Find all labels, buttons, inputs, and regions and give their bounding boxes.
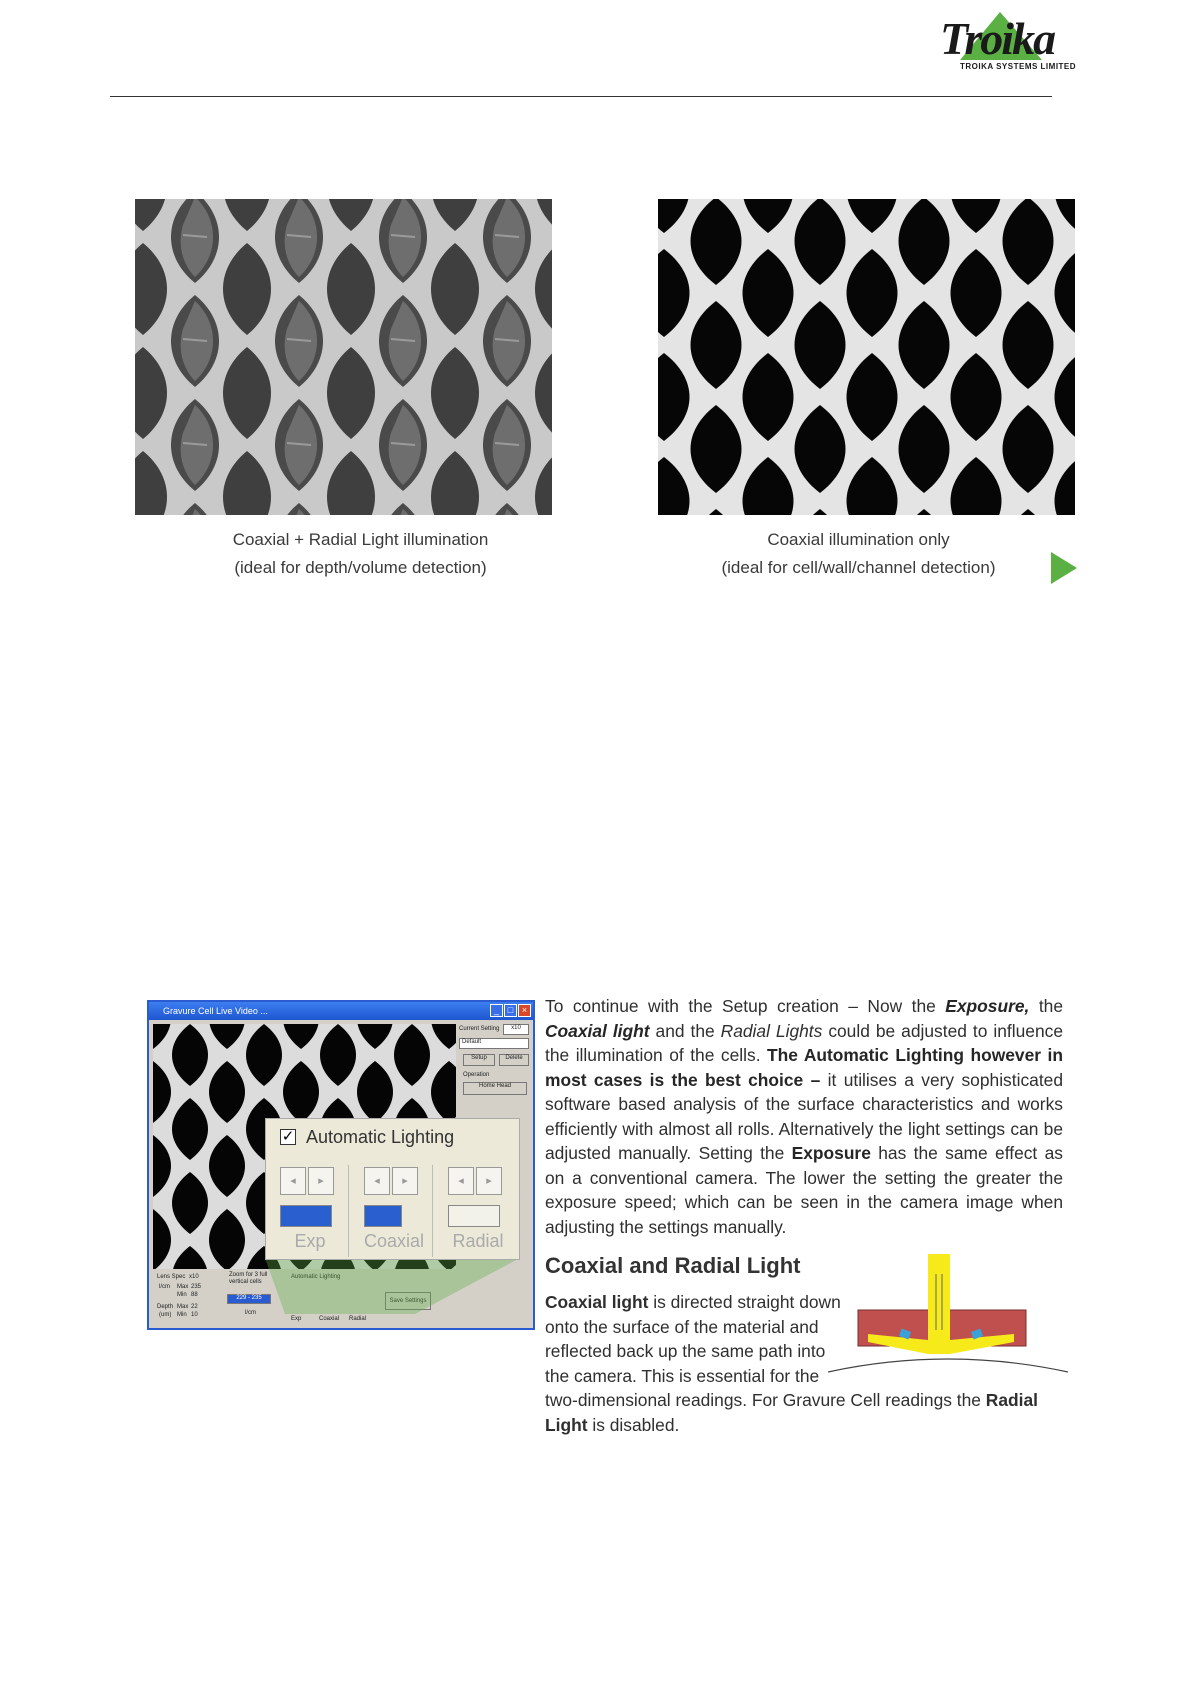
setup-paragraph: To continue with the Setup creation – Now the Exposure, the Coaxial light and the Radial Lights could be adjusted to influence the illumination of the cells. The Automatic Lighting however in most cases is the best choice – it utilises a very sophisticated software based analysis of the surface characteristics and works efficiently with almost all rolls. Alternatively the light settings can be adjusted manually. Setting the Exposure has the same effect as on a conventional camera. The lower the setting the greater the exposure speed; which can be seen in the camera image when adjusting the settings manually. [545,996,1064,1237]
radial-level-bar [448,1205,500,1227]
radial-control [446,1167,506,1255]
window-controls [490,1004,531,1017]
automatic-lighting-checkbox[interactable]: ✓ [281,1128,295,1145]
depth-max-label: Max [177,1304,189,1310]
delete-button[interactable]: Delete [499,1054,529,1066]
coaxial-light-diagram [828,1254,1068,1384]
small-coaxial-label: Coaxial [319,1316,340,1322]
lcm-label: l/cm [159,1284,170,1290]
lcm-min-label: Min [177,1292,187,1298]
operation-label: Operation [463,1072,490,1078]
depth-label: Depth [157,1304,174,1310]
lens-spec-value: x10 [189,1274,199,1280]
lens-spec-label: Lens Spec [157,1274,186,1280]
caption-coaxial-radial [152,526,569,582]
minimize-icon[interactable]: _ [490,1004,503,1017]
caption-line1: Coaxial illumination only [767,530,950,549]
automatic-lighting-popup [265,1118,520,1260]
depth-min-value: 10 [191,1312,198,1318]
small-radial-label: Radial [349,1316,367,1322]
photo-coaxial-radial [135,199,552,515]
radial-label: Radial [452,1231,504,1251]
exp-control [278,1167,338,1255]
um-label: (um) [159,1312,172,1318]
cell-pattern-textured [135,199,552,515]
next-arrow-icon [1049,550,1079,586]
lcm-max-value: 235 [191,1284,202,1290]
setup-button[interactable]: Setup [463,1054,495,1066]
troika-logo [930,0,1094,82]
caption-line1: Coaxial + Radial Light illumination [232,530,489,549]
zoom-select[interactable]: 229 - 235 [227,1294,271,1304]
coaxial-decrease-button[interactable]: ◂ [364,1167,390,1195]
lcm-max-label: Max [177,1284,189,1290]
current-setting-label: Current Setting [459,1026,500,1032]
close-icon[interactable]: × [518,1004,531,1017]
exp-increase-button[interactable]: ▸ [308,1167,334,1195]
caption-line2: (ideal for cell/wall/channel detection) [721,558,996,577]
lcm-min-value: 88 [191,1292,198,1298]
zoom-label: Zoom for 3 full vertical cells [229,1272,268,1285]
zoom-unit: l/cm [245,1310,256,1316]
divider [432,1165,433,1257]
depth-min-label: Min [177,1312,187,1318]
maximize-icon[interactable]: □ [504,1004,517,1017]
depth-max-value: 22 [191,1304,198,1310]
caption-line2: (ideal for depth/volume detection) [234,558,487,577]
save-settings-button[interactable]: Save Settings [385,1292,431,1310]
exp-label: Exp [294,1231,326,1251]
automatic-lighting-label: Automatic Lighting [306,1127,455,1147]
cell-pattern-contrast [658,199,1075,515]
section-heading: Coaxial and Radial Light [545,1253,801,1278]
coaxial-label: Coaxial [363,1231,425,1251]
divider [348,1165,349,1257]
exp-decrease-button[interactable]: ◂ [280,1167,306,1195]
caption-coaxial-only [650,526,1067,582]
window-titlebar: Gravure Cell Live Video ... [149,1002,533,1020]
coaxial-paragraph-cont: two-dimensional readings. For Gravure Cell readings the Radial Light is disabled. [545,1390,1038,1435]
radial-decrease-button[interactable]: ◂ [448,1167,474,1195]
current-setting-select[interactable]: x10 [503,1024,529,1035]
default-select[interactable]: Default [459,1038,529,1049]
logo-brand: Troika [940,13,1055,64]
header-divider [110,96,1052,97]
small-exp-label: Exp [291,1316,302,1322]
auto-lighting-small[interactable]: Automatic Lighting [291,1274,341,1280]
exp-level-bar [280,1205,332,1227]
coaxial-control [362,1167,425,1255]
photo-coaxial-only [658,199,1075,515]
logo-subtitle: TROIKA SYSTEMS LIMITED [960,62,1077,71]
coaxial-level-bar [364,1205,402,1227]
home-head-button[interactable]: Home Head [463,1082,527,1095]
coaxial-paragraph: Coaxial light is directed straight down onto the surface of the material and reflected back up the same path into the camera. This is essential for the [545,1292,841,1386]
radial-increase-button[interactable]: ▸ [476,1167,502,1195]
zoom-connector [265,1258,525,1322]
coaxial-increase-button[interactable]: ▸ [392,1167,418,1195]
